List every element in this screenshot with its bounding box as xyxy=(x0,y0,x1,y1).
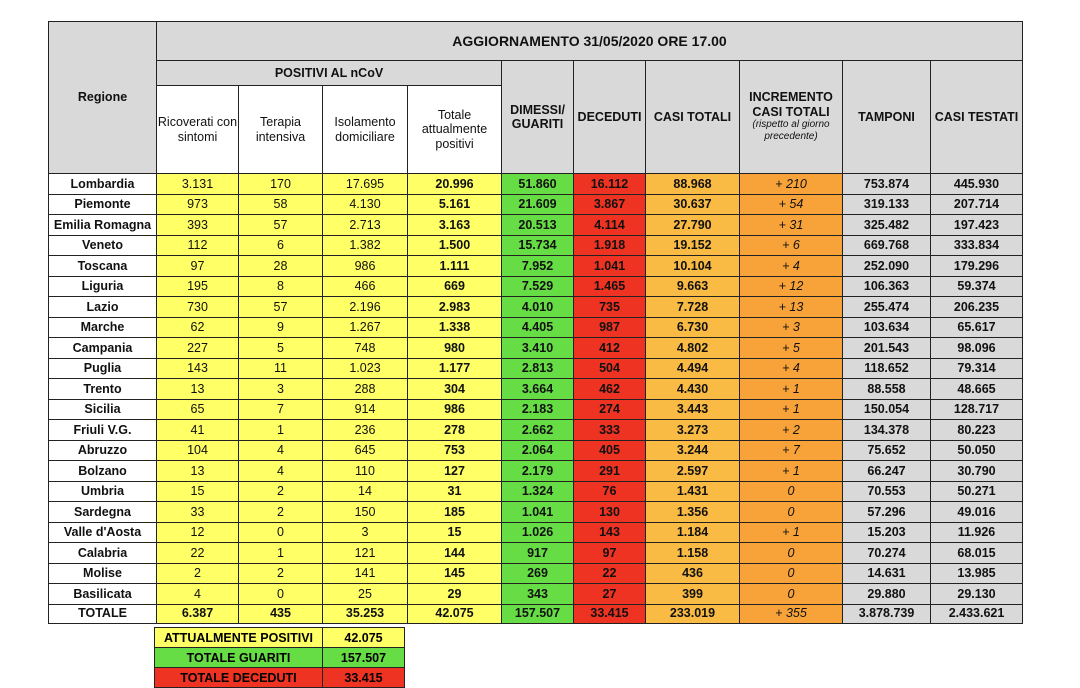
cell-region: Calabria xyxy=(49,543,157,564)
cell-totale-positivi: 669 xyxy=(408,276,502,297)
total-dimessi: 157.507 xyxy=(502,604,574,623)
cell-region: Umbria xyxy=(49,481,157,502)
cell-incremento: 0 xyxy=(740,481,843,502)
cell-region: Marche xyxy=(49,317,157,338)
cell-tamponi: 753.874 xyxy=(843,174,931,195)
cell-terapia: 57 xyxy=(239,215,323,236)
cell-deceduti: 143 xyxy=(574,522,646,543)
cell-region: Friuli V.G. xyxy=(49,420,157,441)
update-title: AGGIORNAMENTO 31/05/2020 ORE 17.00 xyxy=(157,22,1023,61)
cell-incremento: + 1 xyxy=(740,399,843,420)
cell-totale-positivi: 753 xyxy=(408,440,502,461)
cell-terapia: 0 xyxy=(239,584,323,605)
cell-casi-totali: 88.968 xyxy=(646,174,740,195)
cell-deceduti: 1.041 xyxy=(574,256,646,277)
cell-casi-totali: 3.273 xyxy=(646,420,740,441)
cell-totale-positivi: 144 xyxy=(408,543,502,564)
cell-casi-totali: 6.730 xyxy=(646,317,740,338)
cell-deceduti: 504 xyxy=(574,358,646,379)
table-row xyxy=(49,338,1023,359)
cell-ricoverati: 97 xyxy=(157,256,239,277)
cell-casi-testati: 50.271 xyxy=(931,481,1023,502)
cell-region: Veneto xyxy=(49,235,157,256)
cell-tamponi: 106.363 xyxy=(843,276,931,297)
cell-dimessi: 343 xyxy=(502,584,574,605)
table-row xyxy=(49,297,1023,318)
header-totale-positivi: Totale attualmente positivi xyxy=(408,86,502,174)
cell-dimessi: 2.179 xyxy=(502,461,574,482)
cell-casi-totali: 19.152 xyxy=(646,235,740,256)
cell-casi-testati: 13.985 xyxy=(931,563,1023,584)
table-row xyxy=(49,399,1023,420)
cell-dimessi: 2.064 xyxy=(502,440,574,461)
summary-row xyxy=(155,628,405,648)
cell-isolamento: 121 xyxy=(323,543,408,564)
cell-casi-testati: 29.130 xyxy=(931,584,1023,605)
cell-region: Sardegna xyxy=(49,502,157,523)
cell-casi-totali: 1.356 xyxy=(646,502,740,523)
cell-region: Valle d'Aosta xyxy=(49,522,157,543)
summary-value: 42.075 xyxy=(323,628,405,648)
total-incremento: + 355 xyxy=(740,604,843,623)
header-positivi-group: POSITIVI AL nCoV xyxy=(157,61,502,86)
header-deceduti: DECEDUTI xyxy=(574,61,646,174)
cell-tamponi: 150.054 xyxy=(843,399,931,420)
total-casi-testati: 2.433.621 xyxy=(931,604,1023,623)
cell-casi-totali: 3.443 xyxy=(646,399,740,420)
cell-ricoverati: 15 xyxy=(157,481,239,502)
cell-casi-testati: 206.235 xyxy=(931,297,1023,318)
cell-tamponi: 255.474 xyxy=(843,297,931,318)
header-casi-testati: CASI TESTATI xyxy=(931,61,1023,174)
cell-incremento: + 6 xyxy=(740,235,843,256)
cell-totale-positivi: 986 xyxy=(408,399,502,420)
total-terapia: 435 xyxy=(239,604,323,623)
cell-region: Basilicata xyxy=(49,584,157,605)
cell-tamponi: 70.553 xyxy=(843,481,931,502)
cell-terapia: 1 xyxy=(239,420,323,441)
cell-isolamento: 141 xyxy=(323,563,408,584)
cell-tamponi: 70.274 xyxy=(843,543,931,564)
cell-casi-totali: 7.728 xyxy=(646,297,740,318)
cell-dimessi: 20.513 xyxy=(502,215,574,236)
cell-casi-totali: 30.637 xyxy=(646,194,740,215)
cell-ricoverati: 12 xyxy=(157,522,239,543)
table-row xyxy=(49,317,1023,338)
cell-deceduti: 22 xyxy=(574,563,646,584)
cell-dimessi: 7.529 xyxy=(502,276,574,297)
cell-ricoverati: 143 xyxy=(157,358,239,379)
header-dimessi: DIMESSI/ GUARITI xyxy=(502,61,574,174)
cell-incremento: + 4 xyxy=(740,256,843,277)
header-ricoverati: Ricoverati con sintomi xyxy=(157,86,239,174)
header-casi-totali: CASI TOTALI xyxy=(646,61,740,174)
cell-isolamento: 748 xyxy=(323,338,408,359)
cell-tamponi: 14.631 xyxy=(843,563,931,584)
cell-dimessi: 917 xyxy=(502,543,574,564)
cell-isolamento: 645 xyxy=(323,440,408,461)
cell-totale-positivi: 5.161 xyxy=(408,194,502,215)
cell-isolamento: 1.267 xyxy=(323,317,408,338)
cell-casi-testati: 11.926 xyxy=(931,522,1023,543)
cell-dimessi: 51.860 xyxy=(502,174,574,195)
cell-dimessi: 7.952 xyxy=(502,256,574,277)
cell-region: Lazio xyxy=(49,297,157,318)
cell-totale-positivi: 278 xyxy=(408,420,502,441)
cell-totale-positivi: 1.338 xyxy=(408,317,502,338)
cell-terapia: 4 xyxy=(239,461,323,482)
cell-casi-testati: 80.223 xyxy=(931,420,1023,441)
cell-isolamento: 914 xyxy=(323,399,408,420)
cell-ricoverati: 973 xyxy=(157,194,239,215)
cell-casi-testati: 445.930 xyxy=(931,174,1023,195)
cell-dimessi: 4.010 xyxy=(502,297,574,318)
cell-dimessi: 3.410 xyxy=(502,338,574,359)
cell-incremento: + 12 xyxy=(740,276,843,297)
cell-isolamento: 466 xyxy=(323,276,408,297)
cell-isolamento: 2.196 xyxy=(323,297,408,318)
cell-dimessi: 2.183 xyxy=(502,399,574,420)
cell-tamponi: 57.296 xyxy=(843,502,931,523)
cell-incremento: 0 xyxy=(740,543,843,564)
summary-label: TOTALE DECEDUTI xyxy=(155,668,323,688)
table-row xyxy=(49,235,1023,256)
total-region: TOTALE xyxy=(49,604,157,623)
table-body xyxy=(49,174,1023,624)
table-row xyxy=(49,420,1023,441)
cell-totale-positivi: 980 xyxy=(408,338,502,359)
cell-deceduti: 76 xyxy=(574,481,646,502)
cell-terapia: 9 xyxy=(239,317,323,338)
cell-incremento: 0 xyxy=(740,563,843,584)
table-row xyxy=(49,563,1023,584)
cell-totale-positivi: 1.177 xyxy=(408,358,502,379)
cell-terapia: 8 xyxy=(239,276,323,297)
cell-deceduti: 735 xyxy=(574,297,646,318)
cell-ricoverati: 4 xyxy=(157,584,239,605)
table-row xyxy=(49,358,1023,379)
cell-totale-positivi: 1.500 xyxy=(408,235,502,256)
cell-region: Sicilia xyxy=(49,399,157,420)
cell-totale-positivi: 1.111 xyxy=(408,256,502,277)
cell-incremento: + 210 xyxy=(740,174,843,195)
cell-casi-testati: 128.717 xyxy=(931,399,1023,420)
cell-ricoverati: 13 xyxy=(157,461,239,482)
cell-casi-testati: 30.790 xyxy=(931,461,1023,482)
cell-isolamento: 3 xyxy=(323,522,408,543)
cell-region: Campania xyxy=(49,338,157,359)
cell-incremento: + 4 xyxy=(740,358,843,379)
cell-casi-testati: 333.834 xyxy=(931,235,1023,256)
cell-deceduti: 412 xyxy=(574,338,646,359)
cell-casi-testati: 65.617 xyxy=(931,317,1023,338)
cell-deceduti: 16.112 xyxy=(574,174,646,195)
cell-ricoverati: 2 xyxy=(157,563,239,584)
header-regione: Regione xyxy=(49,22,157,174)
totals-row xyxy=(49,604,1023,623)
cell-ricoverati: 13 xyxy=(157,379,239,400)
cell-region: Liguria xyxy=(49,276,157,297)
cell-deceduti: 1.918 xyxy=(574,235,646,256)
cell-terapia: 2 xyxy=(239,563,323,584)
cell-region: Lombardia xyxy=(49,174,157,195)
cell-casi-totali: 1.158 xyxy=(646,543,740,564)
cell-totale-positivi: 20.996 xyxy=(408,174,502,195)
cell-tamponi: 29.880 xyxy=(843,584,931,605)
cell-terapia: 3 xyxy=(239,379,323,400)
cell-deceduti: 462 xyxy=(574,379,646,400)
summary-value: 33.415 xyxy=(323,668,405,688)
cell-casi-totali: 27.790 xyxy=(646,215,740,236)
total-totale-positivi: 42.075 xyxy=(408,604,502,623)
table-row xyxy=(49,256,1023,277)
cell-terapia: 57 xyxy=(239,297,323,318)
cell-casi-totali: 1.431 xyxy=(646,481,740,502)
cell-ricoverati: 227 xyxy=(157,338,239,359)
cell-ricoverati: 112 xyxy=(157,235,239,256)
cell-terapia: 4 xyxy=(239,440,323,461)
cell-casi-testati: 207.714 xyxy=(931,194,1023,215)
cell-deceduti: 4.114 xyxy=(574,215,646,236)
total-tamponi: 3.878.739 xyxy=(843,604,931,623)
table-row xyxy=(49,440,1023,461)
cell-totale-positivi: 3.163 xyxy=(408,215,502,236)
cell-casi-totali: 1.184 xyxy=(646,522,740,543)
cell-incremento: + 54 xyxy=(740,194,843,215)
cell-isolamento: 14 xyxy=(323,481,408,502)
table-row xyxy=(49,502,1023,523)
cell-deceduti: 3.867 xyxy=(574,194,646,215)
cell-incremento: 0 xyxy=(740,502,843,523)
cell-deceduti: 97 xyxy=(574,543,646,564)
cell-region: Toscana xyxy=(49,256,157,277)
cell-tamponi: 88.558 xyxy=(843,379,931,400)
cell-terapia: 2 xyxy=(239,502,323,523)
header-isolamento: Isolamento domiciliare xyxy=(323,86,408,174)
cell-isolamento: 986 xyxy=(323,256,408,277)
cell-totale-positivi: 304 xyxy=(408,379,502,400)
total-casi-totali: 233.019 xyxy=(646,604,740,623)
cell-ricoverati: 41 xyxy=(157,420,239,441)
cell-isolamento: 17.695 xyxy=(323,174,408,195)
cell-casi-totali: 436 xyxy=(646,563,740,584)
cell-ricoverati: 195 xyxy=(157,276,239,297)
cell-incremento: + 31 xyxy=(740,215,843,236)
cell-ricoverati: 65 xyxy=(157,399,239,420)
summary-label: ATTUALMENTE POSITIVI xyxy=(155,628,323,648)
cell-terapia: 6 xyxy=(239,235,323,256)
cell-terapia: 11 xyxy=(239,358,323,379)
summary-value: 157.507 xyxy=(323,648,405,668)
cell-isolamento: 150 xyxy=(323,502,408,523)
cell-casi-testati: 179.296 xyxy=(931,256,1023,277)
cell-casi-testati: 68.015 xyxy=(931,543,1023,564)
table-row xyxy=(49,174,1023,195)
cell-casi-testati: 50.050 xyxy=(931,440,1023,461)
cell-tamponi: 325.482 xyxy=(843,215,931,236)
summary-row xyxy=(155,668,405,688)
cell-dimessi: 1.041 xyxy=(502,502,574,523)
cell-deceduti: 291 xyxy=(574,461,646,482)
table-row xyxy=(49,543,1023,564)
cell-terapia: 2 xyxy=(239,481,323,502)
table-row xyxy=(49,584,1023,605)
cell-tamponi: 319.133 xyxy=(843,194,931,215)
cell-region: Bolzano xyxy=(49,461,157,482)
cell-incremento: + 3 xyxy=(740,317,843,338)
cell-incremento: + 1 xyxy=(740,379,843,400)
table-row xyxy=(49,215,1023,236)
cell-totale-positivi: 29 xyxy=(408,584,502,605)
table-row xyxy=(49,276,1023,297)
cell-casi-totali: 2.597 xyxy=(646,461,740,482)
total-isolamento: 35.253 xyxy=(323,604,408,623)
table-row xyxy=(49,379,1023,400)
cell-incremento: + 5 xyxy=(740,338,843,359)
cell-totale-positivi: 31 xyxy=(408,481,502,502)
cell-deceduti: 274 xyxy=(574,399,646,420)
cell-deceduti: 27 xyxy=(574,584,646,605)
cell-region: Abruzzo xyxy=(49,440,157,461)
cell-ricoverati: 730 xyxy=(157,297,239,318)
cell-tamponi: 103.634 xyxy=(843,317,931,338)
cell-incremento: + 13 xyxy=(740,297,843,318)
cell-dimessi: 4.405 xyxy=(502,317,574,338)
cell-casi-testati: 49.016 xyxy=(931,502,1023,523)
cell-deceduti: 130 xyxy=(574,502,646,523)
cell-terapia: 58 xyxy=(239,194,323,215)
cell-totale-positivi: 127 xyxy=(408,461,502,482)
cell-casi-totali: 4.430 xyxy=(646,379,740,400)
cell-incremento: + 7 xyxy=(740,440,843,461)
cell-casi-totali: 4.494 xyxy=(646,358,740,379)
summary-label: TOTALE GUARITI xyxy=(155,648,323,668)
cell-deceduti: 405 xyxy=(574,440,646,461)
table-row xyxy=(49,481,1023,502)
cell-dimessi: 3.664 xyxy=(502,379,574,400)
cell-ricoverati: 22 xyxy=(157,543,239,564)
cell-isolamento: 25 xyxy=(323,584,408,605)
cell-deceduti: 1.465 xyxy=(574,276,646,297)
cell-region: Trento xyxy=(49,379,157,400)
cell-tamponi: 118.652 xyxy=(843,358,931,379)
header-tamponi: TAMPONI xyxy=(843,61,931,174)
cell-dimessi: 21.609 xyxy=(502,194,574,215)
cell-isolamento: 110 xyxy=(323,461,408,482)
cell-terapia: 0 xyxy=(239,522,323,543)
cell-casi-testati: 48.665 xyxy=(931,379,1023,400)
header-incremento xyxy=(740,61,843,174)
cell-totale-positivi: 15 xyxy=(408,522,502,543)
covid-regions-table xyxy=(48,21,1023,624)
header-incremento-label: INCREMENTO CASI TOTALI xyxy=(749,90,833,119)
cell-dimessi: 1.324 xyxy=(502,481,574,502)
cell-ricoverati: 62 xyxy=(157,317,239,338)
cell-isolamento: 288 xyxy=(323,379,408,400)
cell-ricoverati: 33 xyxy=(157,502,239,523)
cell-ricoverati: 393 xyxy=(157,215,239,236)
cell-terapia: 5 xyxy=(239,338,323,359)
cell-dimessi: 2.813 xyxy=(502,358,574,379)
cell-tamponi: 134.378 xyxy=(843,420,931,441)
cell-isolamento: 1.382 xyxy=(323,235,408,256)
cell-region: Piemonte xyxy=(49,194,157,215)
cell-totale-positivi: 185 xyxy=(408,502,502,523)
cell-casi-totali: 9.663 xyxy=(646,276,740,297)
cell-region: Puglia xyxy=(49,358,157,379)
header-incremento-note: (rispetto al giorno precedente) xyxy=(752,118,830,143)
cell-tamponi: 252.090 xyxy=(843,256,931,277)
cell-totale-positivi: 145 xyxy=(408,563,502,584)
cell-casi-totali: 10.104 xyxy=(646,256,740,277)
cell-tamponi: 669.768 xyxy=(843,235,931,256)
cell-casi-totali: 3.244 xyxy=(646,440,740,461)
total-ricoverati: 6.387 xyxy=(157,604,239,623)
cell-casi-testati: 197.423 xyxy=(931,215,1023,236)
cell-isolamento: 1.023 xyxy=(323,358,408,379)
cell-tamponi: 15.203 xyxy=(843,522,931,543)
table-row xyxy=(49,194,1023,215)
summary-row xyxy=(155,648,405,668)
table-row xyxy=(49,522,1023,543)
cell-casi-testati: 98.096 xyxy=(931,338,1023,359)
table-row xyxy=(49,461,1023,482)
cell-isolamento: 4.130 xyxy=(323,194,408,215)
cell-casi-testati: 79.314 xyxy=(931,358,1023,379)
cell-totale-positivi: 2.983 xyxy=(408,297,502,318)
total-deceduti: 33.415 xyxy=(574,604,646,623)
cell-ricoverati: 104 xyxy=(157,440,239,461)
header-terapia: Terapia intensiva xyxy=(239,86,323,174)
cell-tamponi: 75.652 xyxy=(843,440,931,461)
cell-casi-totali: 4.802 xyxy=(646,338,740,359)
cell-terapia: 28 xyxy=(239,256,323,277)
cell-incremento: 0 xyxy=(740,584,843,605)
cell-incremento: + 1 xyxy=(740,461,843,482)
cell-dimessi: 2.662 xyxy=(502,420,574,441)
cell-deceduti: 987 xyxy=(574,317,646,338)
cell-terapia: 170 xyxy=(239,174,323,195)
cell-region: Emilia Romagna xyxy=(49,215,157,236)
cell-incremento: + 2 xyxy=(740,420,843,441)
cell-isolamento: 2.713 xyxy=(323,215,408,236)
cell-tamponi: 66.247 xyxy=(843,461,931,482)
cell-dimessi: 15.734 xyxy=(502,235,574,256)
cell-terapia: 1 xyxy=(239,543,323,564)
cell-isolamento: 236 xyxy=(323,420,408,441)
cell-terapia: 7 xyxy=(239,399,323,420)
cell-deceduti: 333 xyxy=(574,420,646,441)
cell-region: Molise xyxy=(49,563,157,584)
cell-incremento: + 1 xyxy=(740,522,843,543)
cell-casi-testati: 59.374 xyxy=(931,276,1023,297)
cell-dimessi: 269 xyxy=(502,563,574,584)
summary-table xyxy=(154,627,405,688)
cell-dimessi: 1.026 xyxy=(502,522,574,543)
cell-casi-totali: 399 xyxy=(646,584,740,605)
cell-tamponi: 201.543 xyxy=(843,338,931,359)
cell-ricoverati: 3.131 xyxy=(157,174,239,195)
